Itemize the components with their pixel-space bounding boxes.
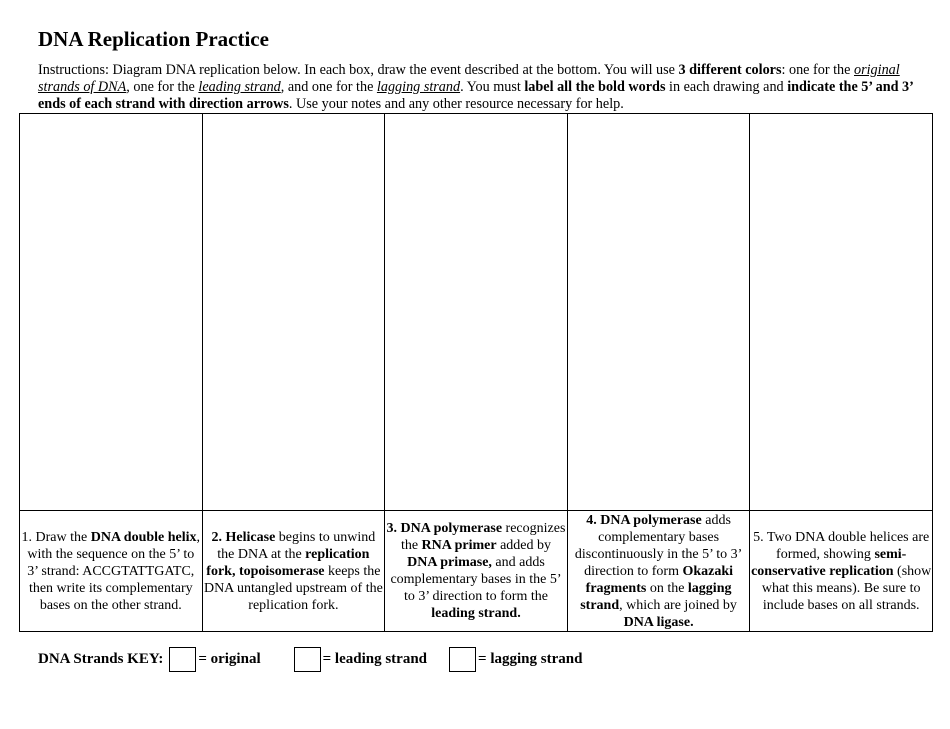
caption-bold: RNA primer (421, 538, 497, 553)
caption-text: added by (496, 538, 552, 553)
caption-bold: 4. DNA polymerase (586, 512, 702, 528)
key-lagging-label: = lagging strand (478, 651, 583, 667)
caption-text: on the (646, 580, 688, 596)
caption-bold: DNA double helix (90, 529, 197, 545)
caption-bold: lagging strand (580, 580, 732, 613)
key-original-color-box[interactable] (169, 647, 196, 672)
drawing-box-2[interactable] (202, 114, 385, 511)
step-caption-3 (385, 511, 568, 632)
instructions (38, 62, 918, 113)
caption-text: , with the sequence on the 5’ to 3’ strand: ACCGTATTGATC, then write its complementary bases on the other strand. (27, 529, 201, 613)
instr-lagging-strand: lagging strand (376, 79, 461, 95)
key-original-label: = original (198, 651, 261, 667)
caption-text: and adds complementary bases in the 5’ to 3’ direction to form the (390, 555, 562, 604)
step-caption-5 (750, 511, 933, 632)
caption-text: keeps the DNA untangled upstream of the replication fork. (203, 563, 383, 613)
drawing-grid (19, 113, 933, 632)
caption-bold: replication fork, (206, 546, 370, 579)
instr-leading-strand: leading strand (198, 79, 281, 95)
caption-text: (show what this means). Be sure to include bases on all strands. (761, 563, 932, 613)
caption-text: , which are joined by (619, 597, 737, 613)
key-leading-label: = leading strand (322, 651, 428, 667)
caption-bold: leading strand. (431, 606, 521, 621)
step-caption-1 (20, 511, 203, 632)
caption-text: adds complementary bases discontinuously in the 5’ to 3’ direction to form (574, 512, 743, 579)
drawing-box-5[interactable] (750, 114, 933, 511)
instr-text: . Use your notes and any other resource necessary for help. (288, 96, 624, 112)
key-lagging-color-box[interactable] (449, 647, 476, 672)
instr-text: in each drawing and (665, 79, 788, 95)
instr-bold-label: label all the bold words (524, 79, 666, 95)
page-title: DNA Replication Practice (38, 27, 269, 51)
caption-text: begins to unwind the DNA at the (217, 529, 376, 562)
caption-bold: 3. DNA polymerase (386, 521, 503, 536)
key-label: DNA Strands KEY: (38, 651, 164, 667)
caption-bold: DNA ligase. (623, 614, 694, 630)
caption-text: 5. Two DNA double helices are formed, showing (753, 529, 930, 562)
caption-bold: semi-conservative replication (751, 546, 907, 579)
instr-bold-arrows: indicate the 5’ and 3’ ends of each strand with direction arrows (38, 79, 913, 112)
drawing-box-3[interactable] (385, 114, 568, 511)
caption-bold: topoisomerase (238, 563, 325, 579)
caption-row (20, 511, 933, 632)
instr-text: . You must (460, 79, 525, 95)
key-leading-color-box[interactable] (294, 647, 321, 672)
strands-key (38, 647, 582, 672)
instr-text: Instructions: Diagram DNA replication below. In each box, draw the event described at the bottom. You will use (38, 62, 679, 78)
instr-text: : one for the (781, 62, 854, 78)
caption-text: recognizes the (400, 521, 566, 553)
instr-text: , and one for the (280, 79, 377, 95)
drawing-box-1[interactable] (20, 114, 203, 511)
instr-original-strands: original strands of DNA (38, 62, 900, 95)
caption-bold: 2. Helicase (211, 529, 276, 545)
caption-bold: DNA primase, (407, 555, 492, 570)
caption-bold: Okazaki fragments (585, 563, 734, 596)
step-caption-2 (202, 511, 385, 632)
instr-text: , one for the (126, 79, 199, 95)
caption-text: 1. Draw the (21, 529, 91, 545)
instr-bold-colors: 3 different colors (678, 62, 782, 78)
step-caption-4 (567, 511, 750, 632)
drawing-row (20, 114, 933, 511)
drawing-box-4[interactable] (567, 114, 750, 511)
